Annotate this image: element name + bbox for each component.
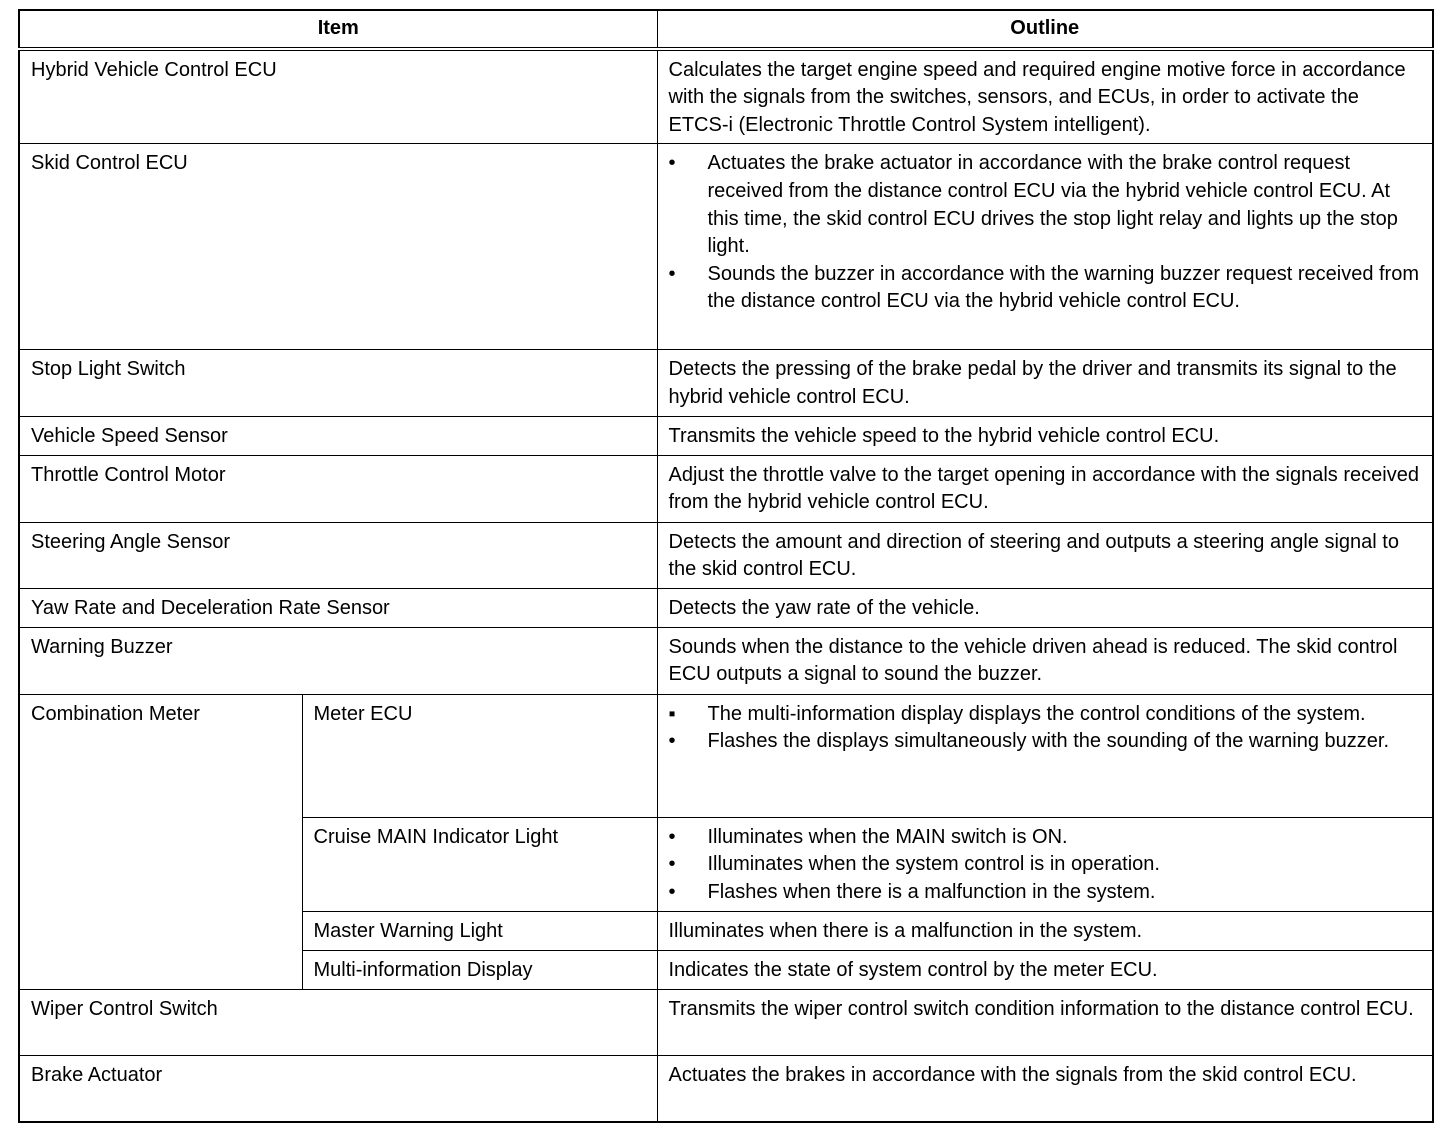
item-cell: Throttle Control Motor (19, 455, 657, 522)
bullet-text: Flashes the displays simultaneously with the sounding of the warning buzzer. (707, 730, 1389, 753)
item-cell: Steering Angle Sensor (19, 522, 657, 588)
outline-cell: Detects the pressing of the brake pedal by the driver and transmits its signal to the hybrid vehicle control ECU. (657, 350, 1433, 416)
bullet-icon: • (668, 853, 676, 876)
table-row (19, 416, 1433, 455)
bullet-icon: • (668, 152, 676, 175)
bullet-text: Flashes when there is a malfunction in the system. (707, 880, 1156, 903)
header-row (19, 10, 1433, 49)
outline-cell (657, 817, 1433, 911)
item-cell: Stop Light Switch (19, 350, 657, 416)
bullet-icon: • (668, 730, 676, 753)
item-cell: Yaw Rate and Deceleration Rate Sensor (19, 588, 657, 627)
outline-cell: Indicates the state of system control by the meter ECU. (657, 950, 1433, 989)
outline-cell: Actuates the brakes in accordance with the signals from the skid control ECU. (657, 1055, 1433, 1122)
outline-cell: Adjust the throttle valve to the target opening in accordance with the signals received from the hybrid vehicle control ECU. (657, 455, 1433, 522)
table-row (19, 455, 1433, 522)
bullet-icon: ▪ (668, 702, 676, 725)
bullet-item (669, 701, 1423, 729)
item-cell: Warning Buzzer (19, 627, 657, 694)
bullet-item (669, 728, 1423, 756)
bullet-item (669, 879, 1423, 907)
outline-cell: Illuminates when there is a malfunction in the system. (657, 911, 1433, 950)
item-cell: Wiper Control Switch (19, 989, 657, 1055)
sub-item-cell: Master Warning Light (302, 911, 657, 950)
table-row (19, 627, 1433, 694)
outline-cell: Detects the amount and direction of steering and outputs a steering angle signal to the skid control ECU. (657, 522, 1433, 588)
table-row (19, 144, 1433, 350)
item-cell: Brake Actuator (19, 1055, 657, 1122)
bullet-item (669, 150, 1423, 260)
bullet-item (669, 851, 1423, 879)
bullet-text: Sounds the buzzer in accordance with the warning buzzer request received from the distance control ECU via the hybrid vehicle control ECU. (707, 262, 1419, 313)
outline-cell (657, 694, 1433, 817)
table-row (19, 694, 1433, 817)
item-cell: Skid Control ECU (19, 144, 657, 350)
bullet-icon: • (668, 880, 676, 903)
sub-item-cell: Cruise MAIN Indicator Light (302, 817, 657, 911)
sub-item-cell: Meter ECU (302, 694, 657, 817)
item-cell: Hybrid Vehicle Control ECU (19, 49, 657, 144)
outline-cell: Transmits the wiper control switch condition information to the distance control ECU. (657, 989, 1433, 1055)
outline-cell: Transmits the vehicle speed to the hybrid vehicle control ECU. (657, 416, 1433, 455)
item-cell: Combination Meter (19, 694, 302, 989)
table-row (19, 989, 1433, 1055)
table-row (19, 49, 1433, 144)
header-item: Item (19, 10, 657, 49)
bullet-icon: • (668, 262, 676, 285)
bullet-icon: • (668, 825, 676, 848)
bullet-text: Illuminates when the system control is in operation. (707, 853, 1160, 876)
table-row (19, 588, 1433, 627)
bullet-text: The multi-information display displays the control conditions of the system. (707, 702, 1366, 725)
outline-cell: Detects the yaw rate of the vehicle. (657, 588, 1433, 627)
sub-item-cell: Multi-information Display (302, 950, 657, 989)
header-outline: Outline (657, 10, 1433, 49)
table-row (19, 522, 1433, 588)
outline-cell: Sounds when the distance to the vehicle driven ahead is reduced. The skid control ECU outputs a signal to sound the buzzer. (657, 627, 1433, 694)
item-cell: Vehicle Speed Sensor (19, 416, 657, 455)
bullet-item (669, 824, 1423, 852)
table-row (19, 1055, 1433, 1122)
outline-cell (657, 144, 1433, 350)
bullet-text: Illuminates when the MAIN switch is ON. (707, 825, 1068, 848)
bullet-item (669, 261, 1423, 316)
components-table (18, 9, 1434, 1123)
table-row (19, 350, 1433, 416)
outline-cell: Calculates the target engine speed and required engine motive force in accordance with the signals from the switches, sensors, and ECUs, in order to activate the ETCS-i (Electronic Throttle Control System intelligent). (657, 49, 1433, 144)
bullet-text: Actuates the brake actuator in accordance with the brake control request received from the distance control ECU via the hybrid vehicle control ECU. At this time, the skid control ECU drives the stop light relay and lights up the stop light. (707, 152, 1398, 258)
